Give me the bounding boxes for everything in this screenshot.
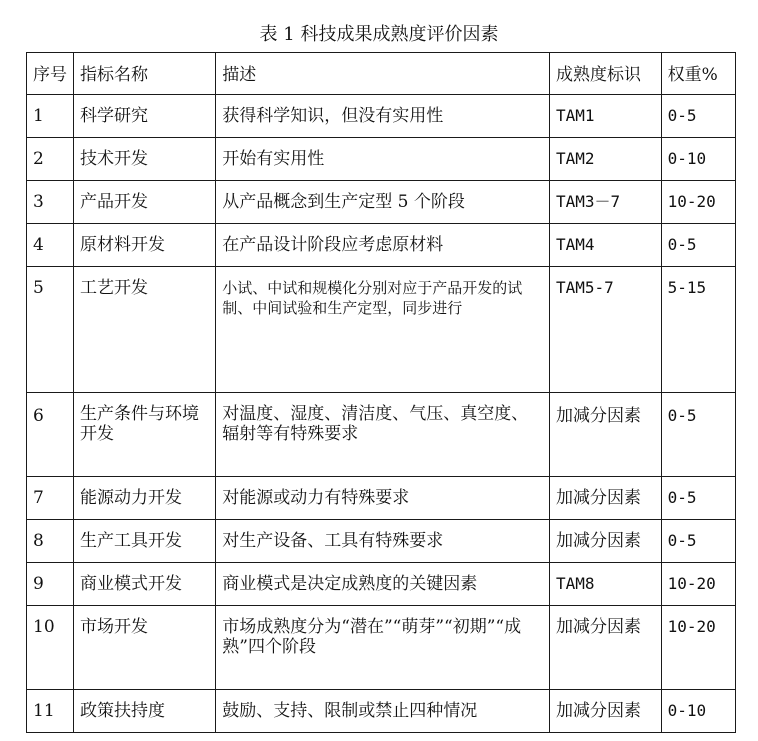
cell-desc: 获得科学知识，但没有实用性 [216,95,550,138]
cell-name: 政策扶持度 [74,690,216,733]
cell-maturity-id: 加减分因素 [549,606,661,690]
evaluation-factors-table [26,52,736,733]
cell-maturity-id: TAM8 [549,563,661,606]
header-seq: 序号 [27,53,74,95]
cell-desc: 鼓励、支持、限制或禁止四种情况 [216,690,550,733]
table-row [27,690,736,733]
table-row [27,393,736,477]
cell-weight: 5-15 [661,267,735,393]
cell-desc: 开始有实用性 [216,138,550,181]
cell-maturity-id: 加减分因素 [549,393,661,477]
cell-weight: 10-20 [661,181,735,224]
cell-name: 市场开发 [74,606,216,690]
cell-name: 生产工具开发 [74,520,216,563]
table-row [27,477,736,520]
table-row [27,606,736,690]
header-weight: 权重% [661,53,735,95]
cell-maturity-id: 加减分因素 [549,477,661,520]
cell-desc: 在产品设计阶段应考虑原材料 [216,224,550,267]
cell-maturity-id: TAM5-7 [549,267,661,393]
cell-name: 技术开发 [74,138,216,181]
cell-maturity-id: TAM4 [549,224,661,267]
cell-desc: 市场成熟度分为“潜在”“萌芽”“初期”“成熟”四个阶段 [216,606,550,690]
table-row [27,224,736,267]
cell-maturity-id: TAM2 [549,138,661,181]
table-row [27,138,736,181]
cell-weight: 10-20 [661,606,735,690]
cell-desc: 对温度、湿度、清洁度、气压、真空度、辐射等有特殊要求 [216,393,550,477]
table-row [27,267,736,393]
table-row [27,520,736,563]
table-row [27,181,736,224]
cell-weight: 0-5 [661,393,735,477]
cell-seq: 2 [27,138,74,181]
cell-desc: 小试、中试和规模化分别对应于产品开发的试制、中间试验和生产定型，同步进行 [216,267,550,393]
cell-seq: 4 [27,224,74,267]
cell-weight: 0-5 [661,477,735,520]
cell-seq: 8 [27,520,74,563]
cell-name: 工艺开发 [74,267,216,393]
cell-seq: 7 [27,477,74,520]
cell-desc: 对生产设备、工具有特殊要求 [216,520,550,563]
cell-maturity-id: TAM3－7 [549,181,661,224]
cell-weight: 0-5 [661,95,735,138]
cell-seq: 11 [27,690,74,733]
header-name: 指标名称 [74,53,216,95]
cell-name: 能源动力开发 [74,477,216,520]
header-maturity-id: 成熟度标识 [549,53,661,95]
cell-desc: 从产品概念到生产定型 5 个阶段 [216,181,550,224]
cell-name: 产品开发 [74,181,216,224]
cell-name: 原材料开发 [74,224,216,267]
cell-name: 生产条件与环境开发 [74,393,216,477]
cell-maturity-id: 加减分因素 [549,520,661,563]
cell-weight: 10-20 [661,563,735,606]
table-row [27,563,736,606]
cell-name: 科学研究 [74,95,216,138]
cell-seq: 5 [27,267,74,393]
cell-seq: 10 [27,606,74,690]
cell-name: 商业模式开发 [74,563,216,606]
cell-seq: 1 [27,95,74,138]
cell-desc: 对能源或动力有特殊要求 [216,477,550,520]
table-header-row [27,53,736,95]
cell-seq: 3 [27,181,74,224]
cell-desc: 商业模式是决定成熟度的关键因素 [216,563,550,606]
header-desc: 描述 [216,53,550,95]
table-caption: 表 1 科技成果成熟度评价因素 [259,24,499,45]
cell-seq: 6 [27,393,74,477]
cell-maturity-id: TAM1 [549,95,661,138]
cell-maturity-id: 加减分因素 [549,690,661,733]
cell-weight: 0-5 [661,520,735,563]
cell-weight: 0-10 [661,138,735,181]
table-row [27,95,736,138]
cell-weight: 0-5 [661,224,735,267]
cell-weight: 0-10 [661,690,735,733]
cell-seq: 9 [27,563,74,606]
